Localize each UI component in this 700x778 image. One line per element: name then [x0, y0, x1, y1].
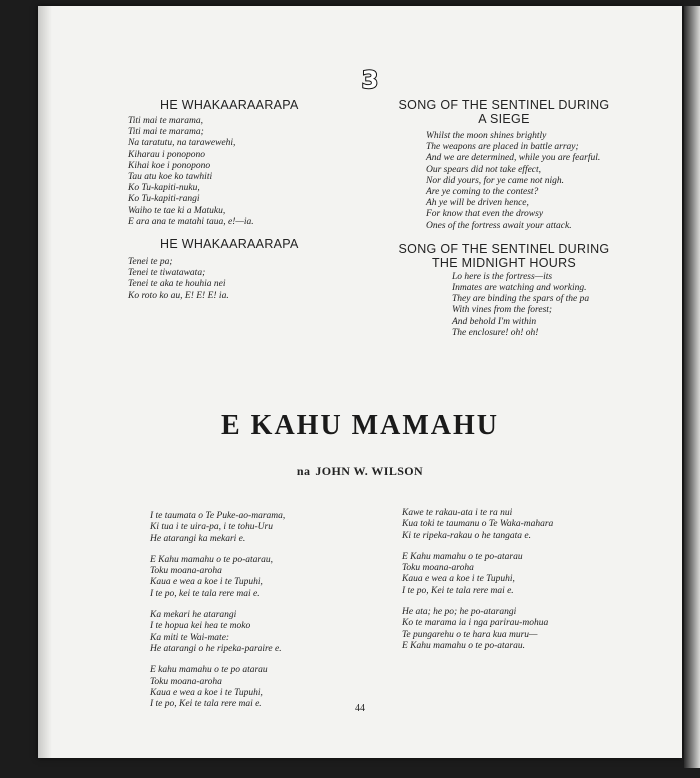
- verse-sentinel-midnight: [382, 272, 682, 339]
- verse-line: Lo here is the fortress—its: [452, 271, 553, 282]
- section-number: 3: [361, 66, 379, 94]
- verse-line: Kiharau i ponopono: [128, 149, 206, 160]
- right-column: [382, 98, 682, 339]
- song-title-sentinel-midnight: [382, 242, 682, 270]
- poem-line: Toku moana-aroha: [150, 566, 222, 577]
- poem-right-column: [402, 508, 642, 662]
- verse-line: E ara ana te matahi taua, e!—ia.: [128, 216, 254, 227]
- verse-line: Kihai koe i ponopono: [128, 160, 211, 171]
- poem-line: Kaua e wea a koe i te Tupuhi,: [150, 577, 263, 588]
- stanza: [150, 610, 390, 655]
- poem-line: E Kahu mamahu o te po-atarau.: [402, 640, 525, 651]
- stanza: [402, 552, 642, 597]
- verse-line: Whilst the moon shines brightly: [426, 131, 547, 141]
- poem-line: I te po, Kei te tala rere mai e.: [150, 699, 262, 710]
- poem-line: I te po, kei te tala rere mai e.: [150, 588, 260, 599]
- poem-line: E Kahu mamahu o te po-atarau,: [150, 554, 273, 565]
- verse-line: And behold I'm within: [452, 316, 537, 327]
- title-line: A SIEGE: [478, 112, 530, 126]
- byline-prefix: na: [296, 464, 311, 478]
- verse-line: And we are determined, while you are fearful.: [426, 153, 601, 164]
- poem-line: Toku moana-aroha: [402, 563, 474, 574]
- stanza: [402, 508, 642, 542]
- song-title-whakaaraarapa-1: HE WHAKAARAARAPA: [160, 98, 299, 112]
- poem-title: E KAHU MAMAHU: [221, 410, 499, 441]
- verse-line: Waiho te tae ki a Matuku,: [128, 205, 226, 216]
- stanza: [150, 555, 390, 600]
- stanza: [402, 607, 642, 652]
- poem-line: Kawe te rakau-ata i te ra nui: [402, 508, 513, 518]
- poem-line: He ata; he po; he po-atarangi: [402, 607, 517, 618]
- verse-line: They are binding the spars of the pa: [452, 294, 590, 305]
- poem-line: E Kahu mamahu o te po-atarau: [402, 551, 523, 562]
- verse-whakaaraarapa-2: [126, 257, 406, 302]
- song-title-sentinel-siege: [382, 98, 682, 126]
- page-spine-shadow: [38, 6, 52, 758]
- poem-left-column: [150, 511, 390, 720]
- verse-line: For know that even the drowsy: [426, 209, 544, 220]
- poem-line: Toku moana-aroha: [150, 676, 222, 687]
- verse-line: Ko Tu-kapiti-rangi: [128, 194, 200, 205]
- verse-line: Na taratutu, na tarawewehi,: [128, 138, 236, 149]
- poem-line: Ka miti te Wai-mate:: [150, 632, 230, 643]
- poem-line: He atarangi ka mekari e.: [150, 533, 246, 544]
- poem-line: Kua toki te taumanu o Te Waka-mahara: [402, 519, 554, 530]
- verse-line: Tenei te pa;: [128, 257, 173, 268]
- verse-whakaaraarapa-1: [126, 116, 406, 228]
- title-line: SONG OF THE SENTINEL DURING: [398, 241, 610, 256]
- verse-line: Tenei te aka te houhia nei: [128, 279, 226, 290]
- title-line: SONG OF THE SENTINEL DURING: [398, 98, 610, 112]
- verse-line: Nor did yours, for ye came not nigh.: [426, 175, 565, 186]
- title-line: THE MIDNIGHT HOURS: [431, 255, 577, 270]
- verse-line: Ko roto ko au, E! E! E! ia.: [128, 290, 229, 301]
- verse-line: Ko Tu-kapiti-nuku,: [128, 183, 200, 194]
- verse-line: Our spears did not take effect,: [426, 164, 542, 175]
- poem-line: I te taumata o Te Puke-ao-marama,: [150, 511, 286, 521]
- poem-line: Ko te marama ia i nga parirau-mohua: [402, 618, 549, 629]
- byline-author: JOHN W. WILSON: [315, 464, 424, 478]
- verse-line: The weapons are placed in battle array;: [426, 142, 579, 153]
- poem-line: Kaua e wea a koe i te Tupuhi,: [150, 687, 263, 698]
- verse-line: Titi mai te marama;: [128, 127, 204, 138]
- next-page-edge: [684, 6, 700, 768]
- byline: [38, 464, 682, 479]
- page-number: 44: [355, 703, 365, 714]
- book-page: [38, 6, 682, 758]
- verse-line: Are ye coming to the contest?: [426, 187, 539, 198]
- verse-line: Titi mai te marama,: [128, 116, 203, 126]
- poem-line: Kaua e wea a koe i te Tupuhi,: [402, 574, 515, 585]
- poem-line: Ki te ripeka-rakau o he tangata e.: [402, 530, 532, 541]
- poem-line: I te hopua kei hea te moko: [150, 621, 251, 632]
- left-column: [126, 98, 406, 302]
- song-title-whakaaraarapa-2: HE WHAKAARAARAPA: [160, 237, 299, 252]
- verse-line: Ah ye will be driven hence,: [426, 198, 529, 209]
- poem-line: I te po, Kei te tala rere mai e.: [402, 585, 514, 596]
- poem-line: E kahu mamahu o te po atarau: [150, 665, 268, 676]
- verse-line: Tau atu koe ko tawhiti: [128, 172, 213, 183]
- poem-line: Ki tua i te uira-pa, i te tohu-Uru: [150, 522, 273, 533]
- verse-line: Tenei te tiwatawata;: [128, 268, 206, 279]
- verse-line: With vines from the forest;: [452, 305, 553, 316]
- verse-line: Inmates are watching and working.: [452, 283, 587, 294]
- poem-line: Ka mekari he atarangi: [150, 610, 237, 621]
- poem-line: He atarangi o he ripeka-paraire e.: [150, 643, 282, 654]
- poem-line: Te pungarehu o te hara kua muru—: [402, 629, 538, 640]
- stanza: [150, 511, 390, 545]
- verse-line: The enclosure! oh! oh!: [452, 327, 539, 338]
- verse-sentinel-siege: [382, 131, 682, 232]
- verse-line: Ones of the fortress await your attack.: [426, 220, 572, 231]
